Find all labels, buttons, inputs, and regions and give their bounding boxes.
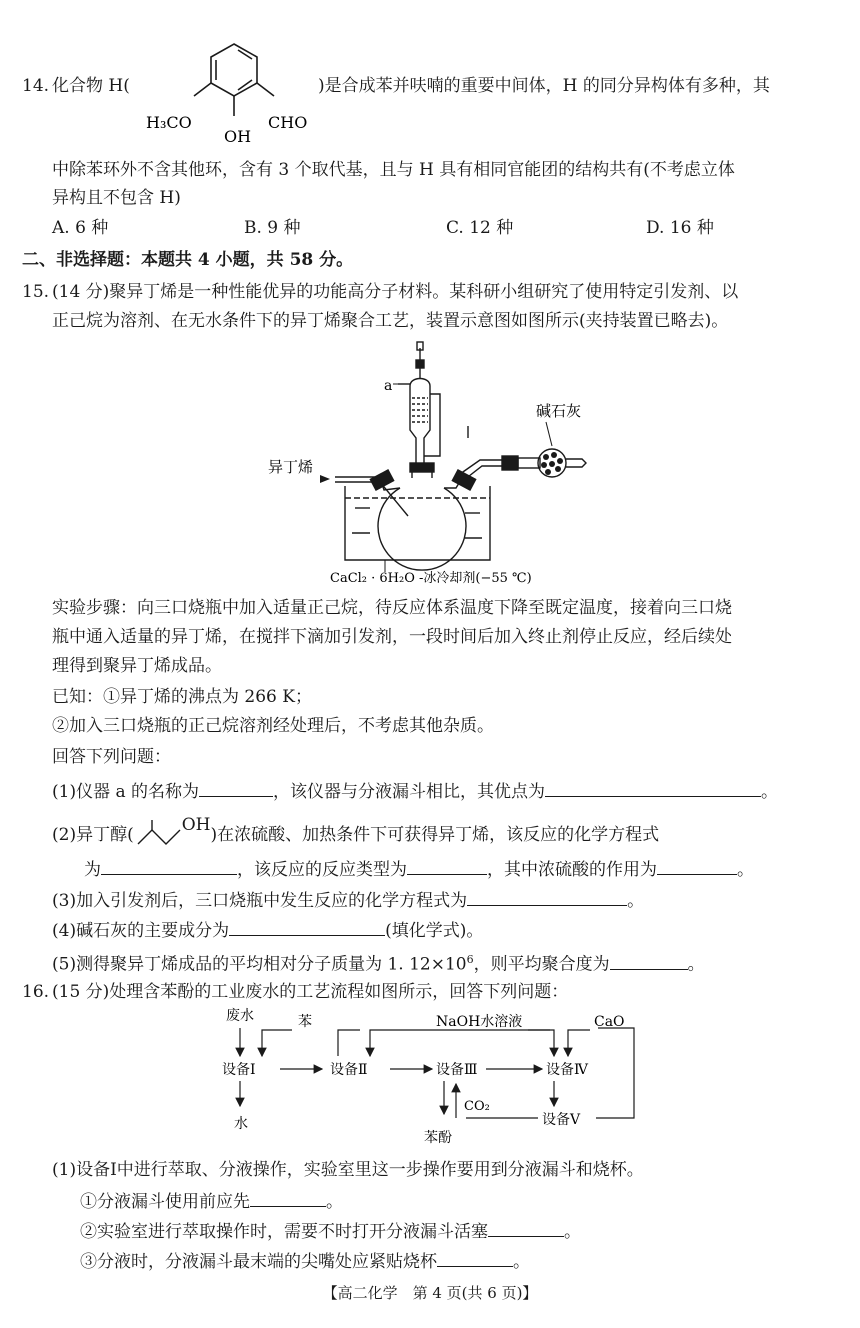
q15-answer-prompt: 回答下列问题：	[52, 747, 171, 767]
q15-part2-line2: 为 ，该反应的反应类型为 ，其中浓硫酸的作用为 。	[84, 856, 754, 882]
three-neck-flask	[378, 488, 466, 570]
q14-option-d[interactable]: D. 16 种	[646, 218, 714, 238]
label-water: 水	[234, 1116, 248, 1132]
q15-part1-blank-advantage[interactable]	[545, 778, 761, 797]
process-flow-diagram	[210, 1006, 660, 1154]
q15-part4: (4)碱石灰的主要成分为 (填化学式)。	[52, 917, 483, 943]
q16-part1-3-blank[interactable]	[437, 1248, 513, 1267]
page-footer: 【高二化学 第 4 页(共 6 页)】	[322, 1284, 538, 1302]
q15-part2-blank-type[interactable]	[407, 856, 487, 875]
section2-title: 二、非选择题：本题共 4 小题，共 58 分。	[22, 250, 354, 270]
label-device-5: 设备Ⅴ	[542, 1112, 581, 1128]
q15-known-2: ②加入三口烧瓶的正己烷溶剂经处理后，不考虑其他杂质。	[52, 716, 494, 736]
label-device-3: 设备Ⅲ	[436, 1062, 478, 1078]
q16-number: 16.	[22, 982, 50, 1002]
q16-part1-3: ③分液时，分液漏斗最末端的尖嘴处应紧贴烧杯 。	[80, 1248, 530, 1274]
struct-label-h3co: H₃CO	[146, 113, 192, 132]
label-device-1: 设备Ⅰ	[222, 1062, 256, 1078]
label-benzene: 苯	[298, 1014, 312, 1030]
q16-part1: (1)设备Ⅰ中进行萃取、分液操作，实验室里这一步操作要用到分液漏斗和烧杯。	[52, 1160, 644, 1180]
q15-part1-blank-name[interactable]	[199, 778, 273, 797]
q15-known-1: 已知：①异丁烯的沸点为 266 K；	[52, 687, 312, 707]
label-phenol: 苯酚	[424, 1130, 452, 1146]
q14-line2: 中除苯环外不含其他环，含有 3 个取代基，且与 H 具有相同官能团的结构共有(不考虑立体	[52, 160, 735, 180]
q16-part1-1: ①分液漏斗使用前应先 。	[80, 1188, 343, 1214]
q15-part2-line1: (2)异丁醇( OH)在浓硫酸、加热条件下可获得异丁烯，该反应的化学方程式	[52, 815, 660, 845]
q15-number: 15.	[22, 282, 50, 302]
apparatus-figure	[260, 338, 620, 588]
struct-label-cho: CHO	[268, 113, 308, 132]
q14-option-c[interactable]: C. 12 种	[446, 218, 514, 238]
q15-steps-2: 瓶中通入适量的异丁烯，在搅拌下滴加引发剂，一段时间后加入终止剂停止反应，经后续处	[52, 627, 732, 647]
label-device-4: 设备Ⅳ	[546, 1062, 588, 1078]
q14-stem-end: )是合成苯并呋喃的重要中间体，H 的同分异构体有多种，其	[318, 76, 770, 96]
q15-part1: (1)仪器 a 的名称为 ，该仪器与分液漏斗相比，其优点为 。	[52, 778, 778, 804]
label-isobutene: 异丁烯	[268, 458, 314, 476]
q14-line3: 异构且不包含 H)	[52, 188, 181, 208]
label-soda-lime: 碱石灰	[536, 402, 582, 420]
q14-option-a[interactable]: A. 6 种	[52, 218, 109, 238]
q14-structure	[140, 30, 340, 148]
struct-label-oh: OH	[224, 127, 252, 146]
label-device-2: 设备Ⅱ	[330, 1062, 368, 1078]
benzene-ring	[194, 44, 274, 116]
label-a: a	[384, 378, 393, 394]
label-cao: CaO	[594, 1014, 625, 1030]
q15-part2-blank-role[interactable]	[657, 856, 737, 875]
q16-part1-1-blank[interactable]	[250, 1188, 326, 1207]
q16-part1-2: ②实验室进行萃取操作时，需要不时打开分液漏斗活塞 。	[80, 1218, 581, 1244]
label-co2: CO₂	[464, 1099, 490, 1114]
q15-steps-3: 理得到聚异丁烯成品。	[52, 656, 222, 676]
q14-number: 14.	[22, 76, 50, 96]
q15-part5: (5)测得聚异丁烯成品的平均相对分子质量为 1. $12\times 10^6$，则平均聚合度为 。	[52, 948, 705, 977]
q15-part4-blank[interactable]	[229, 917, 385, 936]
q15-intro-1: (14 分)聚异丁烯是一种性能优异的功能高分子材料。某科研小组研究了使用特定引发剂、以	[52, 282, 739, 302]
soda-lime-granules	[541, 452, 563, 475]
q16-part1-2-blank[interactable]	[488, 1218, 564, 1237]
q15-part5-blank[interactable]	[610, 951, 688, 970]
label-naoh: NaOH水溶液	[436, 1014, 523, 1030]
label-cooling-bath: CaCl₂ · 6H₂O -冰冷却剂(−55 ℃)	[330, 571, 532, 586]
q15-part3: (3)加入引发剂后，三口烧瓶中发生反应的化学方程式为 。	[52, 887, 644, 913]
label-waste-water: 废水	[226, 1008, 254, 1024]
gas-inlet-tube	[335, 482, 408, 516]
q15-steps-1: 实验步骤：向三口烧瓶中加入适量正己烷，待反应体系温度下降至既定温度，接着向三口烧	[52, 598, 732, 618]
q14-stem-start: 化合物 H(	[52, 76, 130, 96]
q16-intro: (15 分)处理含苯酚的工业废水的工艺流程如图所示，回答下列问题：	[52, 982, 569, 1002]
q15-intro-2: 正己烷为溶剂、在无水条件下的异丁烯聚合工艺，装置示意图如图所示(夹持装置已略去)。	[52, 311, 729, 331]
q15-part3-blank[interactable]	[467, 887, 627, 906]
q15-part2-blank-equation[interactable]	[101, 856, 237, 875]
cooling-bath	[345, 486, 490, 560]
q14-option-b[interactable]: B. 9 种	[244, 218, 301, 238]
